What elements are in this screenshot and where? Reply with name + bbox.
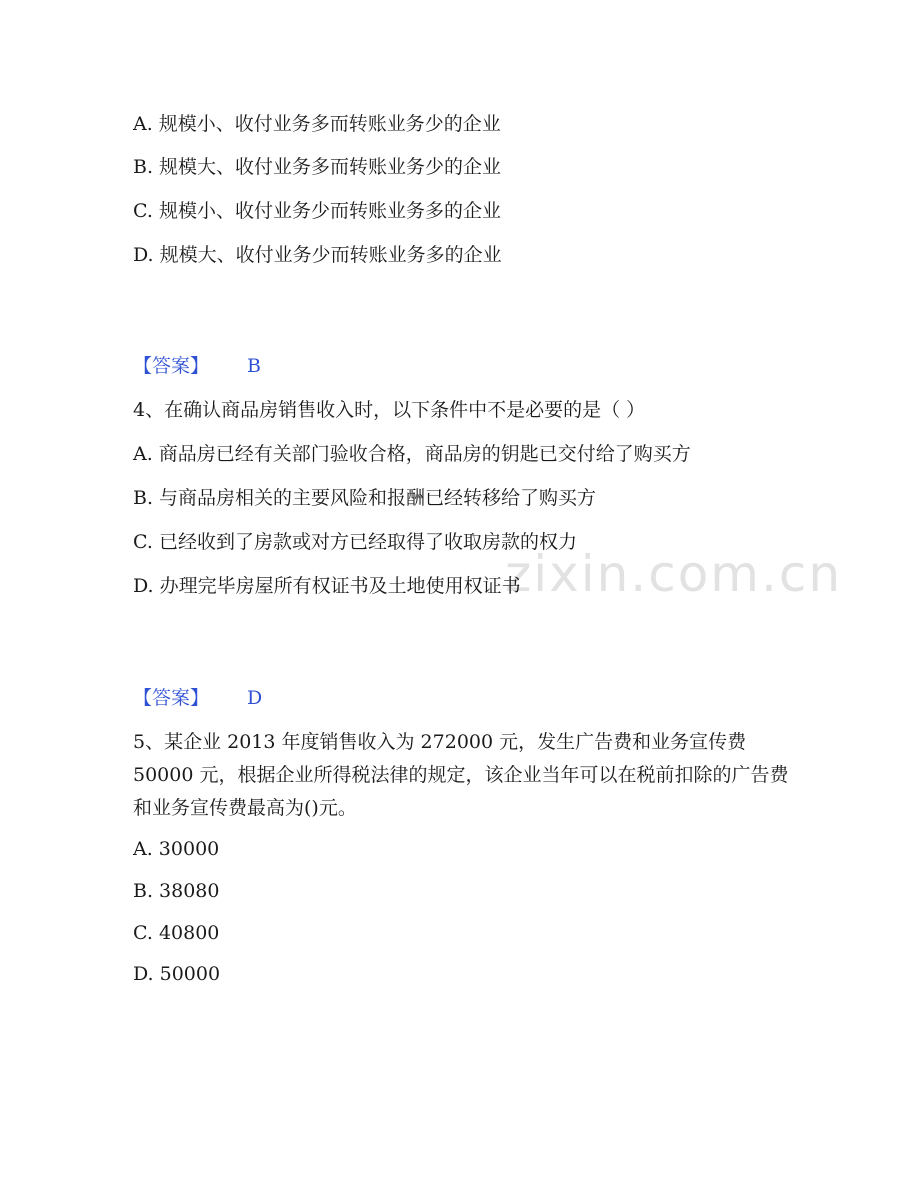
q3-option-c: C. 规模小、收付业务少而转账业务多的企业 <box>133 200 501 222</box>
q4-option-d: D. 办理完毕房屋所有权证书及土地使用权证书 <box>133 575 521 597</box>
q4-option-a: A. 商品房已经有关部门验收合格，商品房的钥匙已交付给了购买方 <box>133 443 691 465</box>
q5-option-b: B. 38080 <box>133 880 220 902</box>
answer-value: B <box>247 355 261 377</box>
answer-tag: 【答案】 <box>133 355 210 377</box>
answer-value: D <box>247 687 263 709</box>
q3-option-d: D. 规模大、收付业务少而转账业务多的企业 <box>133 244 502 266</box>
q5-option-c: C. 40800 <box>133 922 220 944</box>
q4-answer <box>133 687 262 709</box>
answer-tag: 【答案】 <box>133 687 210 709</box>
q4-option-c: C. 已经收到了房款或对方已经取得了收取房款的权力 <box>133 531 577 553</box>
q3-option-b: B. 规模大、收付业务多而转账业务少的企业 <box>133 156 502 178</box>
q5-stem: 5、某企业 2013 年度销售收入为 272000 元，发生广告费和业务宣传费 50000 元，根据企业所得税法律的规定，该企业当年可以在税前扣除的广告费和业务宣传费最高为()元。 <box>133 731 789 819</box>
q3-option-a: A. 规模小、收付业务多而转账业务少的企业 <box>133 113 501 135</box>
watermark: zixin.com.cn <box>505 545 843 603</box>
q3-answer <box>133 355 261 377</box>
q4-stem: 4、在确认商品房销售收入时，以下条件中不是必要的是（ ） <box>133 399 646 421</box>
q5-option-d: D. 50000 <box>133 963 221 985</box>
q5-option-a: A. 30000 <box>133 838 220 860</box>
q4-option-b: B. 与商品房相关的主要风险和报酬已经转移给了购买方 <box>133 487 597 509</box>
